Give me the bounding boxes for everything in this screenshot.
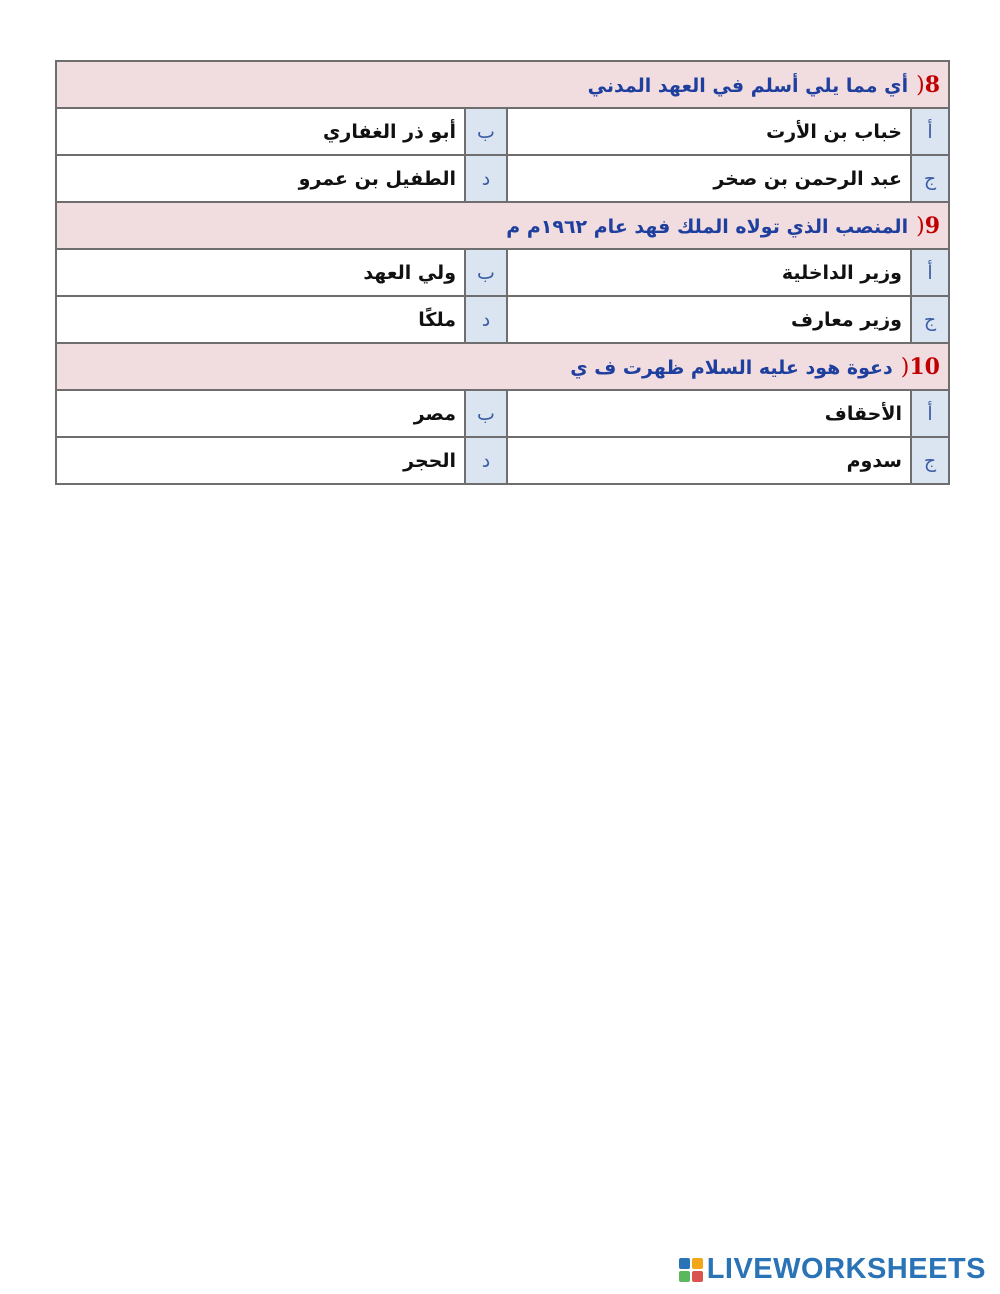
option-letter-c: ج	[911, 437, 949, 484]
option-letter-b: ب	[465, 108, 507, 155]
quiz-table	[55, 60, 950, 485]
option-letter-a: أ	[911, 108, 949, 155]
option-answer-d[interactable]: الحجر	[56, 437, 465, 484]
option-row	[56, 296, 949, 343]
option-answer-b[interactable]: مصر	[56, 390, 465, 437]
question-row-8	[56, 61, 949, 108]
option-letter-c: ج	[911, 296, 949, 343]
option-row	[56, 437, 949, 484]
option-letter-d: د	[465, 296, 507, 343]
liveworksheets-logo	[679, 1253, 986, 1286]
option-letter-d: د	[465, 437, 507, 484]
option-letter-d: د	[465, 155, 507, 202]
option-answer-c[interactable]: سدوم	[507, 437, 911, 484]
liveworksheets-logo-icon	[679, 1258, 703, 1282]
question-paren: (	[900, 354, 910, 380]
option-letter-a: أ	[911, 390, 949, 437]
option-row	[56, 249, 949, 296]
logo-text: LIVEWORKSHEETS	[706, 1253, 986, 1285]
option-row	[56, 155, 949, 202]
question-number: 10	[909, 353, 940, 380]
question-row-10	[56, 343, 949, 390]
question-paren: (	[916, 72, 925, 98]
option-answer-a[interactable]: خباب بن الأرت	[507, 108, 911, 155]
question-row-9	[56, 202, 949, 249]
question-text: المنصب الذي تولاه الملك فهد عام ١٩٦٢م م	[506, 215, 909, 238]
option-letter-b: ب	[465, 249, 507, 296]
option-answer-c[interactable]: عبد الرحمن بن صخر	[507, 155, 911, 202]
question-cell	[56, 343, 949, 390]
option-letter-b: ب	[465, 390, 507, 437]
question-number: 9	[924, 212, 940, 239]
option-row	[56, 108, 949, 155]
option-answer-d[interactable]: ملكًا	[56, 296, 465, 343]
option-answer-a[interactable]: وزير الداخلية	[507, 249, 911, 296]
question-number: 8	[924, 71, 940, 98]
question-text: أي مما يلي أسلم في العهد المدني	[587, 74, 909, 97]
option-answer-c[interactable]: وزير معارف	[507, 296, 911, 343]
question-paren: (	[916, 213, 925, 239]
option-answer-b[interactable]: ولي العهد	[56, 249, 465, 296]
option-letter-c: ج	[911, 155, 949, 202]
question-text: دعوة هود عليه السلام ظهرت ف ي	[570, 356, 893, 379]
question-cell	[56, 61, 949, 108]
option-row	[56, 390, 949, 437]
question-cell	[56, 202, 949, 249]
option-answer-b[interactable]: أبو ذر الغفاري	[56, 108, 465, 155]
option-answer-a[interactable]: الأحقاف	[507, 390, 911, 437]
option-letter-a: أ	[911, 249, 949, 296]
option-answer-d[interactable]: الطفيل بن عمرو	[56, 155, 465, 202]
